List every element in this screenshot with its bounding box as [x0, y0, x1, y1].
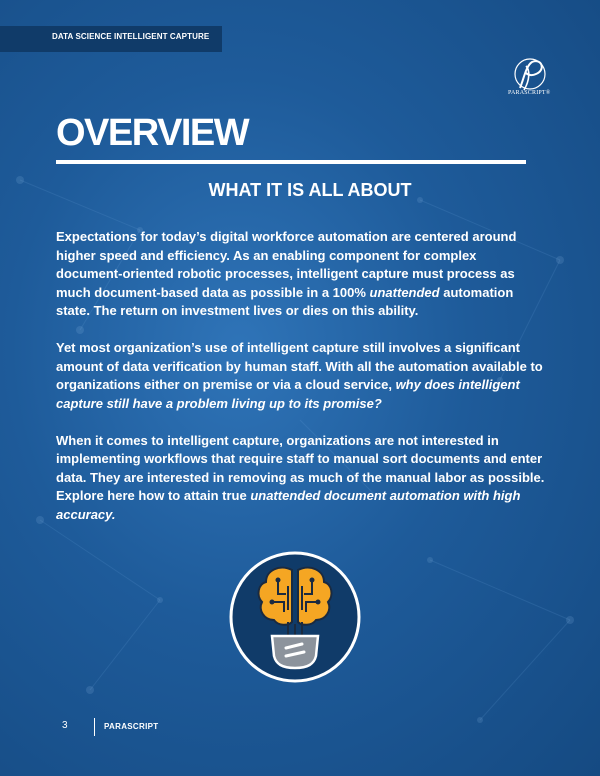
section-subtitle: WHAT IT IS ALL ABOUT: [208, 180, 412, 200]
page-title: OVERVIEW: [56, 112, 249, 154]
header-band: [0, 26, 222, 52]
footer-brand: PARASCRIPT: [104, 722, 159, 731]
emphasis-text: why does intelligent capture still have a problem living up to its promise?: [56, 377, 520, 411]
paragraph-text: Expectations for today’s digital workforce automation are centered around higher speed and efficiency. As an enabling component for complex document-oriented robotic processes, intelligent capture must process as much document-based data as possible in a 100%: [56, 229, 517, 300]
emphasis-text: unattended: [369, 284, 440, 300]
emphasis-text: unattended document automation with high accuracy.: [56, 488, 521, 522]
body-text: [56, 228, 546, 543]
header-label: DATA SCIENCE INTELLIGENT CAPTURE: [52, 32, 210, 41]
paragraph-expectations: [56, 228, 546, 321]
paragraph-automation: [56, 432, 546, 525]
title-underline: [56, 160, 526, 164]
paragraph-verification: [56, 339, 546, 413]
logo-wordmark: PARASCRIPT®: [508, 90, 551, 96]
paragraph-text: When it comes to intelligent capture, organizations are not interested in implementing workflows that require staff to manual sort documents and enter data. They are interested in removing as much of the manual labor as possible. Explore here how to attain true: [56, 432, 545, 503]
paragraph-text: automation state. The return on investment lives or dies on this ability.: [56, 284, 514, 318]
paragraph-text: Yet most organization’s use of intelligent capture still involves a significant amount of data verification by human staff. With all the automation available to organizations either on premise or via a cloud service,: [56, 340, 543, 392]
footer-divider: [94, 718, 95, 736]
brain-lightbulb-icon: [228, 550, 362, 684]
page-number: 3: [62, 720, 68, 731]
